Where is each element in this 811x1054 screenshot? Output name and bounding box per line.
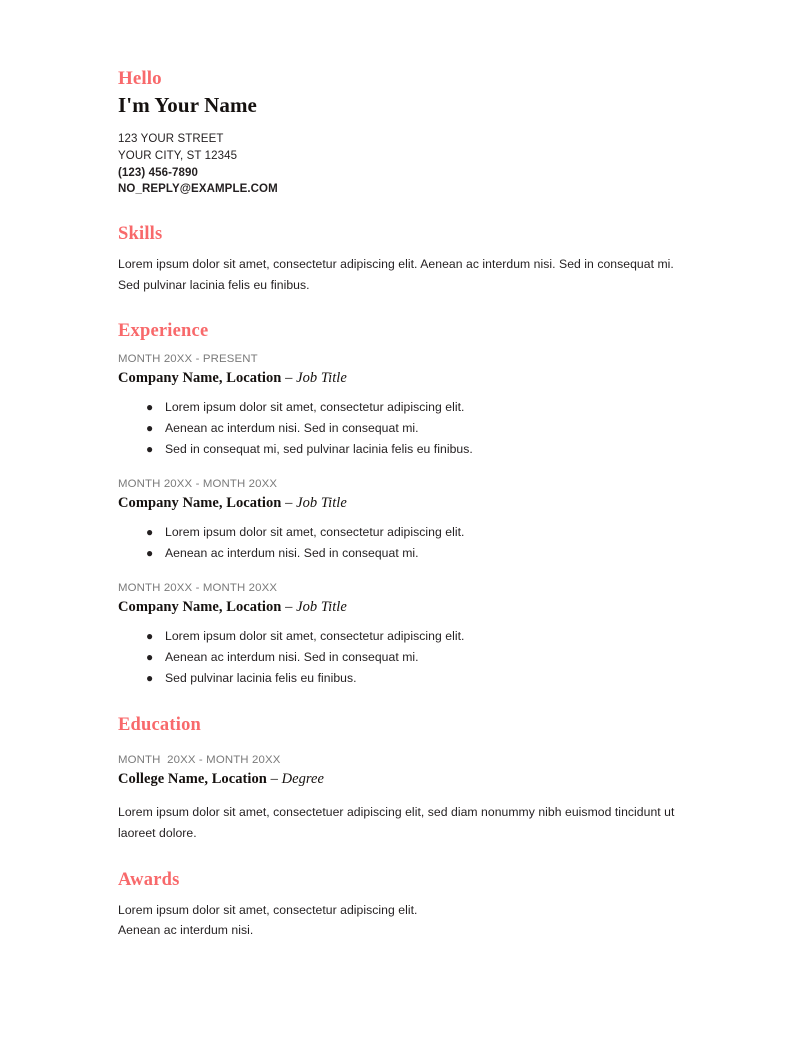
section-heading-experience: Experience xyxy=(118,321,209,342)
experience-entries xyxy=(118,351,694,689)
experience-entry-date: MONTH 20XX - MONTH 20XX xyxy=(118,582,278,595)
list-item-text: Aenean ac interdum nisi. Sed in consequat mi. xyxy=(165,650,419,665)
bullet-icon: ● xyxy=(146,421,154,436)
education-entry-organization: College Name, Location xyxy=(118,771,267,788)
experience-entry-organization: Company Name, Location xyxy=(118,370,282,387)
experience-bullet-list xyxy=(118,626,694,689)
contact-block xyxy=(118,131,694,198)
list-item xyxy=(118,543,694,564)
list-item-text: Aenean ac interdum nisi. Sed in consequat mi. xyxy=(165,546,419,561)
list-item xyxy=(118,418,694,439)
experience-bullet-list xyxy=(118,397,694,460)
section-skills xyxy=(118,224,694,295)
experience-entry-title xyxy=(118,598,694,617)
resume-content xyxy=(118,68,694,941)
education-entry-role: Degree xyxy=(281,771,325,788)
section-education xyxy=(118,715,694,843)
experience-entry xyxy=(118,476,694,564)
contact-line: YOUR CITY, ST 12345 xyxy=(118,149,238,162)
list-item xyxy=(118,647,694,668)
section-awards xyxy=(118,870,694,941)
bullet-icon: ● xyxy=(146,650,154,665)
contact-line: NO_REPLY@EXAMPLE.COM xyxy=(118,183,278,196)
greeting-text: Hello xyxy=(118,68,162,89)
contact-line: (123) 456-7890 xyxy=(118,166,199,179)
bullet-icon: ● xyxy=(146,629,154,644)
section-heading-skills: Skills xyxy=(118,224,163,245)
list-item-text: Lorem ipsum dolor sit amet, consectetur adipiscing elit. xyxy=(165,400,465,415)
bullet-icon: ● xyxy=(146,671,154,686)
experience-entry-separator: – xyxy=(281,370,297,387)
education-entry-separator: – xyxy=(270,771,278,788)
bullet-icon: ● xyxy=(146,442,154,457)
experience-entry-organization: Company Name, Location xyxy=(118,599,282,616)
list-item xyxy=(118,439,694,460)
experience-entry-date: MONTH 20XX - PRESENT xyxy=(118,353,258,366)
experience-entry xyxy=(118,580,694,689)
awards-line: Aenean ac interdum nisi. xyxy=(118,923,254,938)
experience-entry-organization: Company Name, Location xyxy=(118,495,282,512)
section-heading-awards: Awards xyxy=(118,869,180,890)
experience-entry-title xyxy=(118,494,694,513)
education-entry-title xyxy=(118,770,694,789)
page-title: I'm Your Name xyxy=(118,93,257,117)
contact-line: 123 YOUR STREET xyxy=(118,133,224,145)
education-entry xyxy=(118,752,694,789)
list-item-text: Sed in consequat mi, sed pulvinar lacinia felis eu finibus. xyxy=(165,442,473,457)
list-item xyxy=(118,522,694,543)
experience-entry-separator: – xyxy=(281,495,297,512)
section-heading-education: Education xyxy=(118,715,202,736)
experience-entry-date: MONTH 20XX - MONTH 20XX xyxy=(118,478,278,491)
list-item-text: Lorem ipsum dolor sit amet, consectetur adipiscing elit. xyxy=(165,525,465,540)
list-item xyxy=(118,626,694,647)
list-item-text: Lorem ipsum dolor sit amet, consectetur adipiscing elit. xyxy=(165,629,465,644)
list-item-text: Aenean ac interdum nisi. Sed in consequat mi. xyxy=(165,421,419,436)
experience-bullet-list xyxy=(118,522,694,564)
experience-entry xyxy=(118,351,694,460)
experience-entry-separator: – xyxy=(281,599,297,616)
education-paragraph: Lorem ipsum dolor sit amet, consectetuer adipiscing elit, sed diam nonummy nibh euismod tincidunt ut laoreet dolore. xyxy=(118,805,675,840)
experience-entry-role: Job Title xyxy=(296,599,347,616)
list-item xyxy=(118,397,694,418)
section-experience xyxy=(118,321,694,689)
list-item xyxy=(118,668,694,689)
list-item-text: Sed pulvinar lacinia felis eu finibus. xyxy=(165,671,357,686)
resume-header xyxy=(118,68,694,198)
bullet-icon: ● xyxy=(146,546,154,561)
awards-lines xyxy=(118,900,694,941)
experience-entry-title xyxy=(118,369,694,388)
bullet-icon: ● xyxy=(146,400,154,415)
bullet-icon: ● xyxy=(146,525,154,540)
awards-line: Lorem ipsum dolor sit amet, consectetur adipiscing elit. xyxy=(118,902,418,917)
experience-entry-role: Job Title xyxy=(296,495,347,512)
skills-paragraph: Lorem ipsum dolor sit amet, consectetur adipiscing elit. Aenean ac interdum nisi. Sed in consequat mi. Sed pulvinar lacinia felis eu finibus. xyxy=(118,257,674,292)
experience-entry-role: Job Title xyxy=(296,370,347,387)
education-entry-date: MONTH 20XX - MONTH 20XX xyxy=(118,754,281,767)
